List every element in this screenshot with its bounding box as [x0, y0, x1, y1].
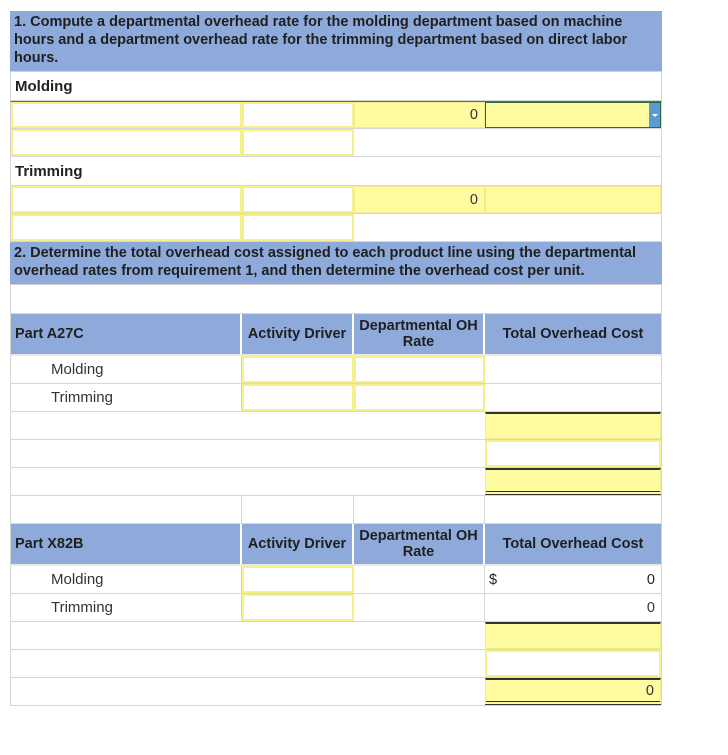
part-a27c-trimming-oh-rate-input[interactable]	[354, 384, 485, 411]
empty-cell	[354, 129, 661, 156]
part-a27c-units-label	[11, 440, 485, 467]
column-header-activity-driver: Activity Driver	[242, 524, 354, 564]
spacer-row	[10, 285, 662, 314]
part-a27c-total-overhead-input[interactable]	[485, 412, 661, 439]
trimming-numerator-value-input[interactable]	[242, 186, 354, 213]
trimming-numerator-label-input[interactable]	[11, 186, 242, 213]
requirement-2-instructions: 2. Determine the total overhead cost assigned to each product line using the departmental overhead rates from requirement 1, and then determine the overhead cost per unit.	[10, 242, 662, 285]
molding-rate-unit-dropdown[interactable]	[485, 102, 661, 128]
molding-section-header	[10, 72, 662, 101]
worksheet	[10, 11, 662, 706]
part-x82b-header-row	[10, 524, 662, 566]
part-a27c-trimming-label: Trimming	[11, 384, 242, 411]
part-x82b-trimming-activity-driver-input[interactable]	[242, 594, 354, 621]
trimming-rate-value: 0	[354, 186, 485, 213]
spacer-row	[10, 496, 662, 524]
trimming-label: Trimming	[15, 162, 83, 180]
molding-denominator-row	[10, 129, 662, 157]
empty-cell	[354, 214, 661, 241]
molding-rate-row	[10, 101, 662, 129]
column-header-dept-oh-rate: Departmental OH Rate	[354, 524, 485, 564]
trimming-rate-unit-input[interactable]	[485, 186, 661, 213]
part-a27c-total-overhead-label	[11, 412, 485, 439]
part-x82b-molding-activity-driver-input[interactable]	[242, 566, 354, 593]
part-x82b-cost-per-unit-value: 0	[485, 678, 661, 705]
part-a27c-molding-label: Molding	[11, 356, 242, 383]
part-x82b-molding-row	[10, 566, 662, 594]
part-a27c-trimming-activity-driver-input[interactable]	[242, 384, 354, 411]
part-a27c-molding-activity-driver-input[interactable]	[242, 356, 354, 383]
molding-numerator-value-input[interactable]	[242, 102, 354, 128]
empty-cell	[485, 496, 661, 523]
part-x82b-units-input[interactable]	[485, 650, 661, 677]
part-x82b-total-overhead-row	[10, 622, 662, 650]
part-x82b-molding-total-value: 0	[646, 571, 655, 588]
part-a27c-header-row	[10, 314, 662, 356]
part-a27c-molding-total	[485, 356, 661, 383]
part-x82b-trimming-label: Trimming	[11, 594, 242, 621]
column-header-total-overhead-cost: Total Overhead Cost	[502, 326, 644, 342]
part-a27c-trimming-total	[485, 384, 661, 411]
part-x82b-title: Part X82B	[11, 524, 242, 564]
part-x82b-total-overhead-label	[11, 622, 485, 649]
part-x82b-units-label	[11, 650, 485, 677]
empty-cell	[354, 496, 485, 523]
chevron-down-icon[interactable]	[649, 103, 660, 127]
empty-cell	[242, 496, 354, 523]
trimming-denominator-value-input[interactable]	[242, 214, 354, 241]
requirement-1-instructions: 1. Compute a departmental overhead rate for the molding department based on machine hours and a department overhead rate for the trimming department based on direct labor hours.	[10, 11, 662, 72]
molding-numerator-label-input[interactable]	[11, 102, 242, 128]
trimming-section-header	[10, 157, 662, 186]
molding-denominator-label-input[interactable]	[11, 129, 242, 156]
molding-denominator-value-input[interactable]	[242, 129, 354, 156]
part-x82b-molding-label: Molding	[11, 566, 242, 593]
part-a27c-molding-row	[10, 356, 662, 384]
part-a27c-units-row	[10, 440, 662, 468]
part-x82b-molding-oh-rate	[354, 566, 485, 593]
part-a27c-units-input[interactable]	[485, 440, 661, 467]
currency-symbol: $	[489, 571, 498, 588]
part-x82b-cost-per-unit-row	[10, 678, 662, 706]
part-x82b-trimming-oh-rate	[354, 594, 485, 621]
part-a27c-cost-per-unit-label	[11, 468, 485, 495]
part-a27c-molding-oh-rate-input[interactable]	[354, 356, 485, 383]
part-a27c-title: Part A27C	[11, 314, 242, 354]
part-x82b-units-row	[10, 650, 662, 678]
part-x82b-molding-total	[485, 566, 661, 593]
part-x82b-trimming-row	[10, 594, 662, 622]
part-a27c-total-overhead-row	[10, 412, 662, 440]
trimming-denominator-row	[10, 214, 662, 242]
trimming-denominator-label-input[interactable]	[11, 214, 242, 241]
column-header-dept-oh-rate: Departmental OH Rate	[354, 314, 485, 354]
part-a27c-cost-per-unit-row	[10, 468, 662, 496]
part-a27c-trimming-row	[10, 384, 662, 412]
part-x82b-total-overhead-input[interactable]	[485, 622, 661, 649]
column-header-activity-driver: Activity Driver	[242, 314, 354, 354]
trimming-rate-row	[10, 186, 662, 214]
molding-rate-value: 0	[354, 102, 485, 128]
molding-label: Molding	[15, 77, 73, 95]
column-header-total-overhead-cost: Total Overhead Cost	[502, 536, 644, 552]
part-a27c-cost-per-unit-input[interactable]	[485, 468, 661, 495]
part-x82b-cost-per-unit-label	[11, 678, 485, 705]
empty-cell	[11, 496, 242, 523]
part-x82b-trimming-total: 0	[646, 599, 655, 616]
